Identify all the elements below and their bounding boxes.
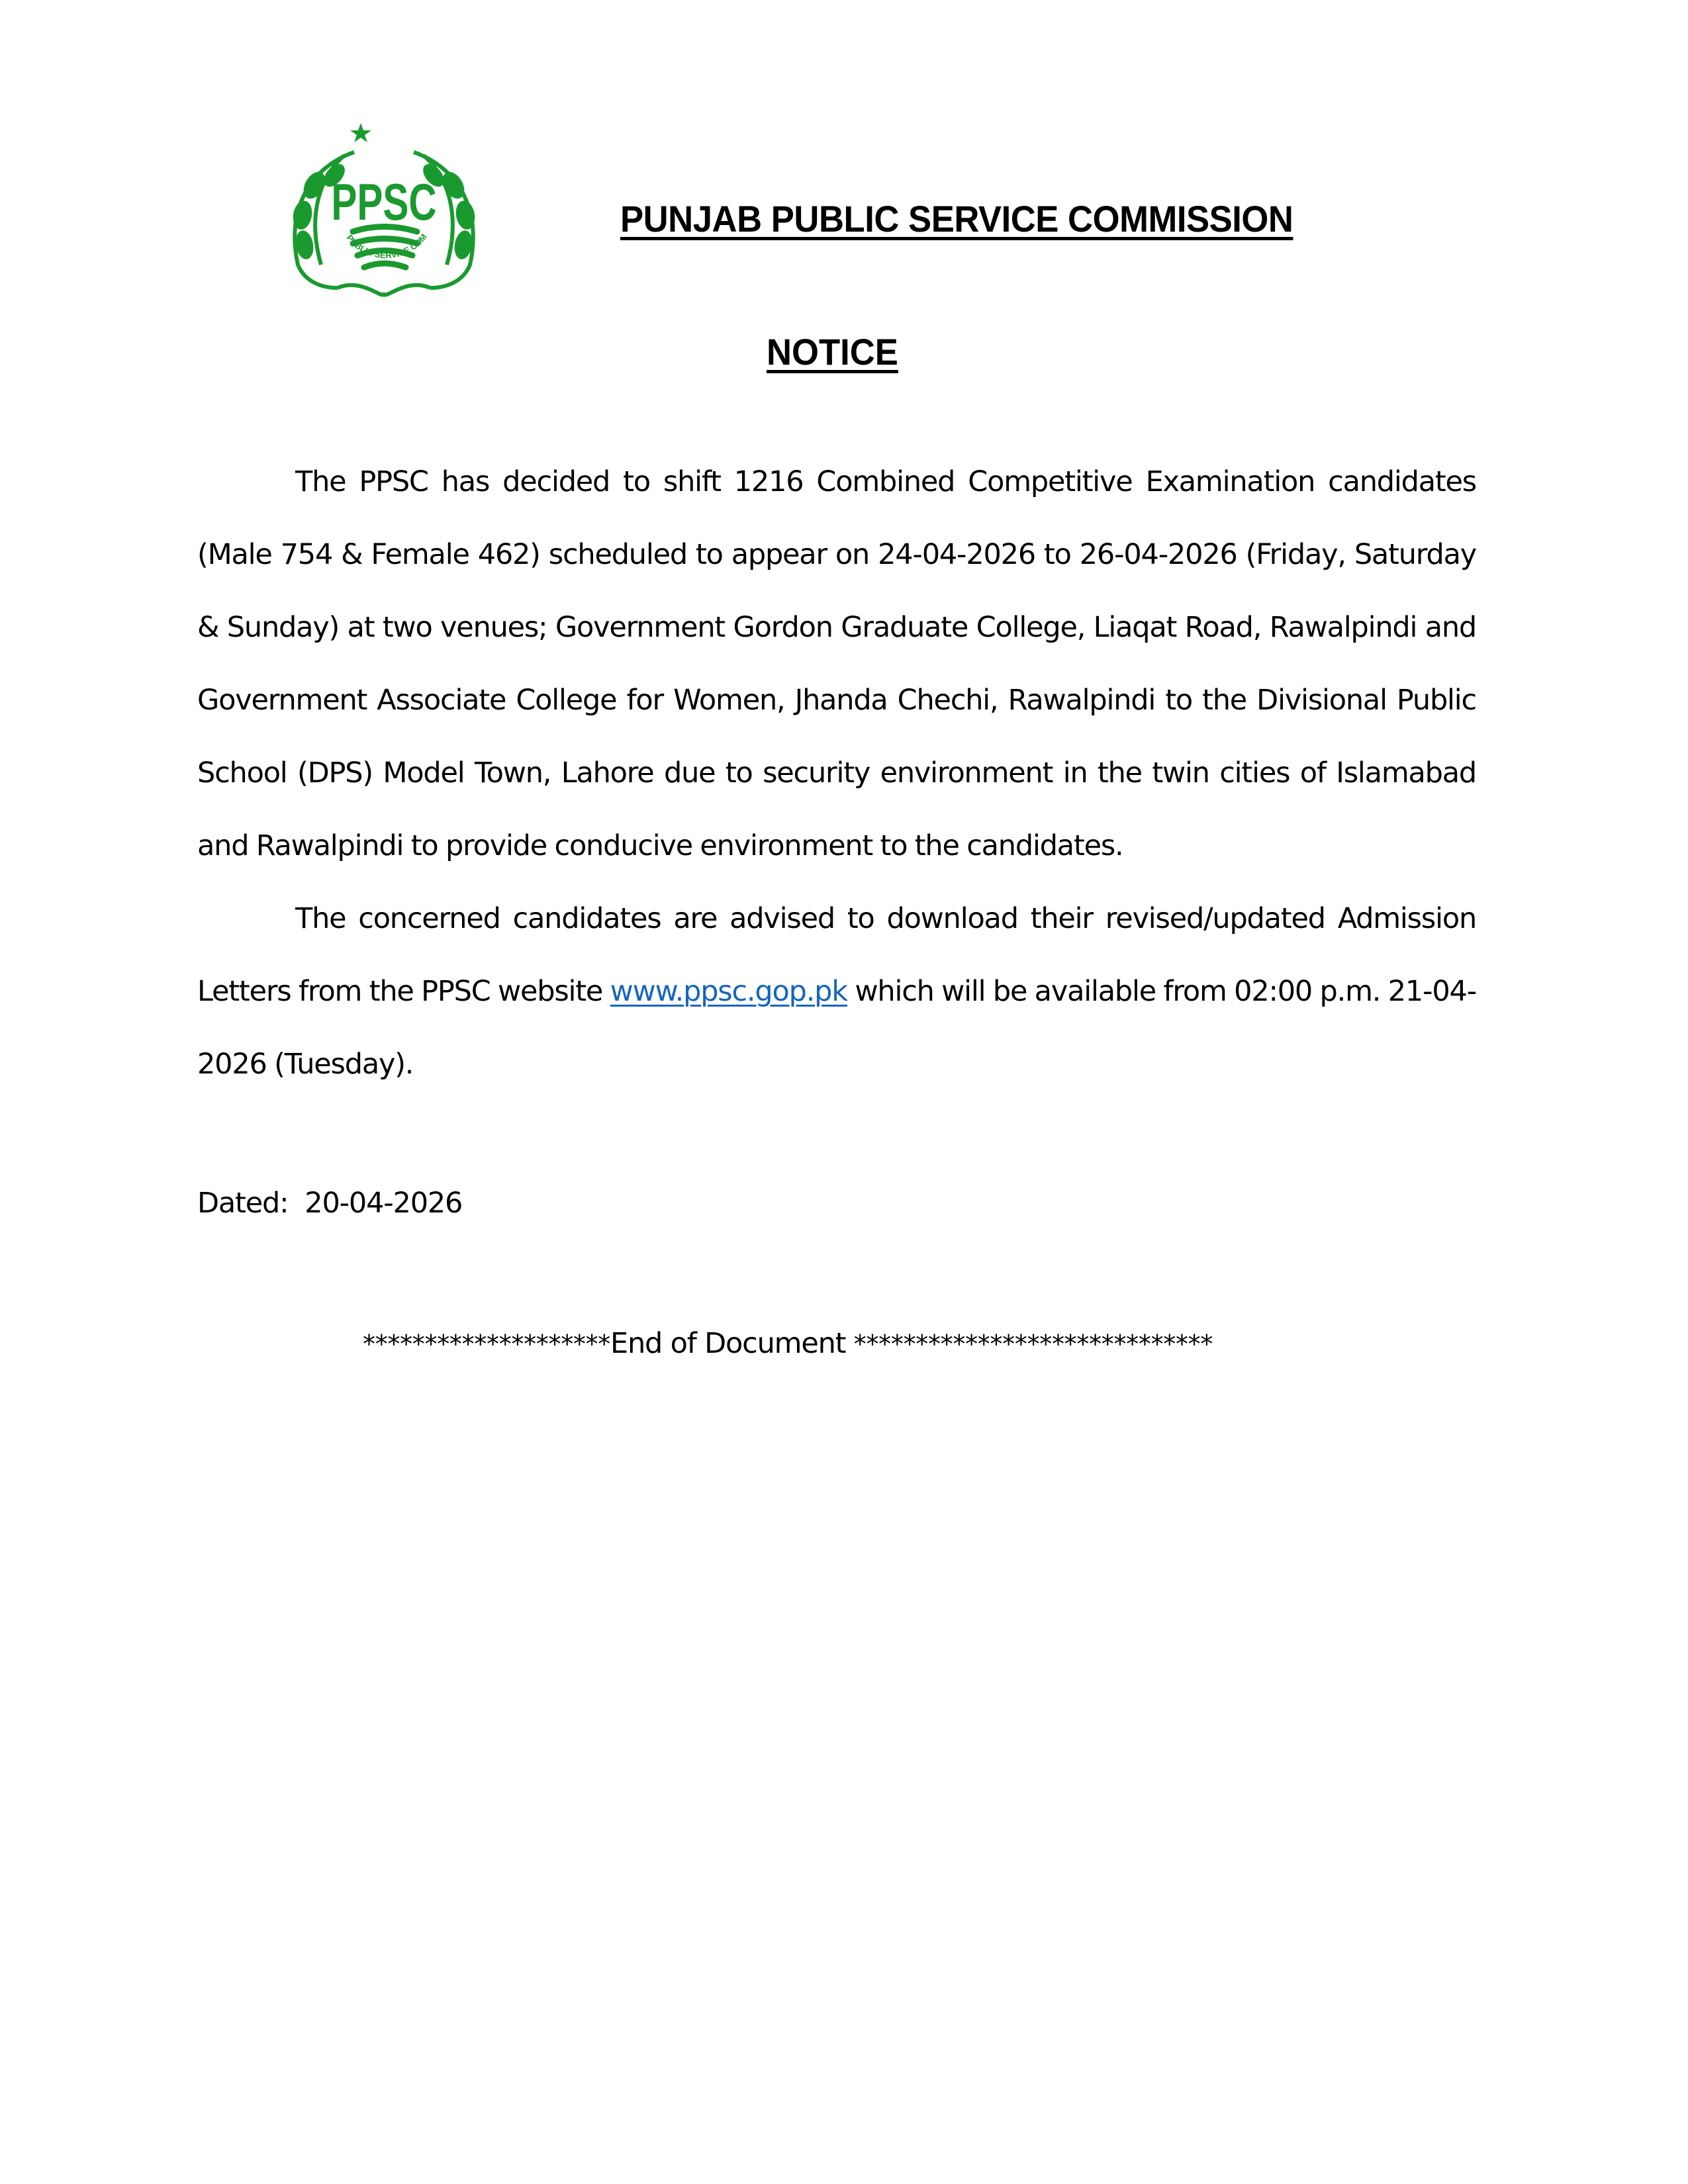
paragraph2-line-with-link [197,968,1476,1040]
paragraph2-text-after-link: which will be available from 02:00 p.m. 21-04- [847,975,1476,1008]
end-of-document-line [363,1320,1213,1368]
dated-line [197,1179,462,1227]
logo-ppsc-text: PPSC [331,173,437,231]
stars-left: ******************** [363,1330,611,1359]
paragraph1-line: School (DPS) Model Town, Lahore due to security environment in the twin cities of Islamabad [197,756,1476,790]
ppsc-emblem-icon [275,99,493,304]
logo-ring-text: PUBLIC SERVICE COM [344,232,429,261]
paragraph2-line: 2026 (Tuesday). [197,1048,414,1081]
paragraph2-text-before-link: Letters from the PPSC website [197,975,610,1008]
paragraph1-line: Government Associate College for Women, Jhanda Chechi, Rawalpindi to the Divisional Public [197,684,1476,717]
dated-value: 20-04-2026 [305,1187,463,1220]
notice-body [197,458,1476,1113]
paragraph1-line: and Rawalpindi to provide conducive environment to the candidates. [197,829,1123,862]
paragraph1-line: The PPSC has decided to shift 1216 Combined Competitive Examination candidates [295,465,1476,498]
stars-right: ***************************** [853,1330,1213,1359]
paragraph1-line: (Male 754 & Female 462) scheduled to appear on 24-04-2026 to 26-04-2026 (Friday, Saturday [197,538,1476,571]
ppsc-logo [275,99,493,304]
paragraph1-line: & Sunday) at two venues; Government Gordon Graduate College, Liaqat Road, Rawalpindi and [197,611,1476,644]
paragraph2-line: The concerned candidates are advised to download their revised/updated Admission [295,902,1476,935]
organization-title: PUNJAB PUBLIC SERVICE COMMISSION [620,198,1293,240]
end-of-document-text: End of Document [610,1327,854,1360]
dated-label: Dated: [197,1187,289,1220]
ppsc-website-link[interactable]: www.ppsc.gop.pk [610,975,847,1008]
notice-title: NOTICE [767,331,898,373]
